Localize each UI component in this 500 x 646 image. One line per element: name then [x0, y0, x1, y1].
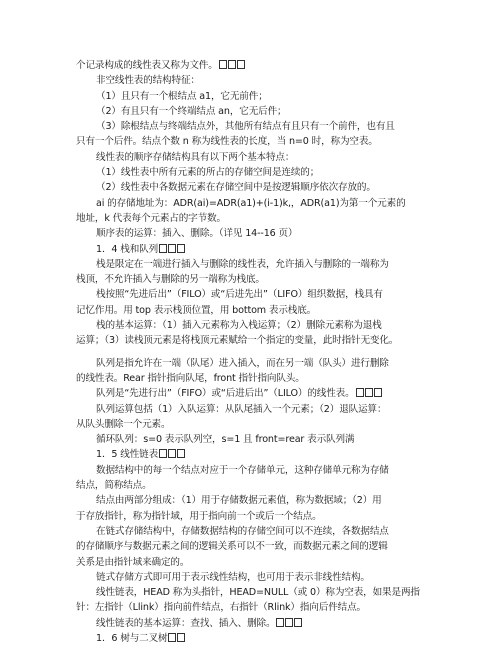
text-line-content: （3）除根结点与终端结点外，其他所有结点有且只有一个前件，也有且	[96, 121, 395, 133]
missing-glyph-box-icon	[168, 633, 176, 642]
text-line	[76, 524, 428, 539]
text-line	[76, 371, 428, 386]
text-line-content: 结点由两部分组成：（1）用于存储数据元素值，称为数据域；（2）用	[96, 495, 382, 507]
missing-glyph-box-icon	[356, 388, 364, 397]
text-line	[76, 509, 428, 524]
text-line-content: 个记录构成的线性表又称为文件。	[76, 60, 218, 71]
text-line-content: 在链式存储结构中，存储数据结构的存储空间可以不连续，各数据结点	[96, 525, 389, 537]
text-line	[76, 463, 428, 478]
text-line-content: 1．4 栈和队列	[96, 243, 159, 255]
text-line-content: 链式存储方式即可用于表示线性结构，也可用于表示非线性结构。	[96, 571, 370, 583]
missing-glyph-box-icon	[294, 618, 302, 627]
text-line-content: 数据结构中的每一个结点对应于一个存储单元，这种存储单元称为存储	[96, 464, 389, 476]
text-line-content: （1）线性表中所有元素的所占的存储空间是连续的；	[96, 167, 320, 179]
text-line-content: 的线性表。Rear 指针指向队尾，front 指针指向队头。	[76, 372, 305, 384]
text-line	[76, 417, 428, 432]
text-line-content: （2）线性表中各数据元素在存储空间中是按逻辑顺序依次存放的。	[96, 182, 376, 194]
text-line-content: 关系是由指针域来确定的。	[76, 556, 190, 568]
text-line	[76, 58, 428, 73]
text-line-content: 于存放指针，称为指针域，用于指向前一个或后一个结点。	[76, 510, 322, 522]
text-line	[76, 196, 428, 211]
paragraph-gap	[76, 349, 428, 356]
text-line-content: 队列是指允许在一端（队尾）进入插入，而在另一端（队头）进行删除	[96, 357, 389, 369]
missing-glyph-box-icon	[237, 60, 245, 69]
text-line	[76, 386, 428, 401]
text-line	[76, 402, 428, 417]
text-line	[76, 493, 428, 508]
text-line-content: 顺序表的运算：插入、删除。（详见 14--16 页）	[96, 228, 298, 240]
text-line	[76, 318, 428, 333]
text-line-content: 非空线性表的结构特征：	[96, 75, 200, 87]
text-line-content: 结点，简称结点。	[76, 480, 152, 492]
text-line-content: 记忆作用。用 top 表示栈顶位置，用 bottom 表示栈底。	[76, 304, 317, 316]
missing-glyph-box-icon	[168, 244, 176, 253]
text-line	[76, 447, 428, 462]
missing-glyph-box-icon	[276, 618, 284, 627]
text-line	[76, 585, 428, 600]
text-line	[76, 165, 428, 180]
missing-glyph-box-icon	[177, 449, 185, 458]
text-line	[76, 570, 428, 585]
missing-glyph-box-icon	[168, 449, 176, 458]
text-line	[76, 134, 428, 149]
text-line-content: 循环队列：s=0 表示队列空，s=1 且 front=rear 表示队列满	[96, 434, 355, 446]
text-line	[76, 356, 428, 371]
text-line-content: 线性链表，HEAD 称为头指针，HEAD=NULL（或 0）称为空表，如果是两指	[96, 587, 420, 599]
text-line	[76, 180, 428, 195]
text-line-content: 的存储顺序与数据元素之间的逻辑关系可以不一致，而数据元素之间的逻辑	[76, 541, 388, 553]
text-line-content: 针：左指针（Llink）指向前件结点，右指针（Rlink）指向后件结点。	[76, 602, 366, 614]
text-line-content: 运算；（3）读栈顶元素是将栈顶元素赋给一个指定的变量，此时指针无变化。	[76, 335, 399, 347]
missing-glyph-box-icon	[177, 633, 185, 642]
text-line	[76, 104, 428, 119]
text-line	[76, 272, 428, 287]
missing-glyph-box-icon	[219, 60, 227, 69]
text-line-content: 队列是“先进行出”（FIFO）或“后进后出”（LILO）的线性表。	[96, 388, 355, 400]
document-body	[76, 58, 428, 646]
text-line	[76, 478, 428, 493]
text-line-content: 栈是限定在一端进行插入与删除的线性表，允许插入与删除的一端称为	[96, 258, 389, 270]
text-line	[76, 287, 428, 302]
text-line-content: 栈的基本运算：（1）插入元素称为入栈运算；（2）删除元素称为退栈	[96, 320, 382, 332]
text-line-content: 队列运算包括（1）入队运算：从队尾插入一个元素；（2）退队运算：	[96, 403, 387, 415]
text-line-content: 地址，k 代表每个元素占的字节数。	[76, 212, 226, 224]
text-line	[76, 242, 428, 257]
text-line-content: 从队头删除一个元素。	[76, 418, 171, 430]
missing-glyph-box-icon	[365, 388, 373, 397]
text-line	[76, 555, 428, 570]
text-line-content: 线性链表的基本运算：查找、插入、删除。	[96, 617, 276, 629]
text-line-content: 线性表的顺序存储结构具有以下两个基本特点：	[96, 151, 295, 163]
text-line-content: ai 的存储地址为：ADR(ai)=ADR(a1)+(i-1)k,，ADR(a1)为第一个元素的	[96, 197, 406, 209]
text-line	[76, 257, 428, 272]
text-line-content: 栈按照“先进后出”（FILO）或“后进先出”（LIFO）组织数据，栈具有	[96, 289, 383, 301]
text-line	[76, 539, 428, 554]
text-line-content: 栈顶，不允许插入与删除的另一端称为栈底。	[76, 274, 265, 286]
text-line-content: （1）且只有一个根结点 a1，它无前件；	[96, 90, 268, 102]
text-line	[76, 333, 428, 348]
missing-glyph-box-icon	[159, 449, 167, 458]
text-line	[76, 150, 428, 165]
missing-glyph-box-icon	[228, 60, 236, 69]
text-line	[76, 211, 428, 226]
text-line	[76, 226, 428, 241]
missing-glyph-box-icon	[374, 388, 382, 397]
text-line	[76, 119, 428, 134]
text-line	[76, 631, 428, 646]
text-line-content: （2）有且只有一个终端结点 an，它无后件；	[96, 105, 287, 117]
missing-glyph-box-icon	[159, 244, 167, 253]
text-line	[76, 600, 428, 615]
text-line	[76, 432, 428, 447]
text-line	[76, 73, 428, 88]
text-line	[76, 616, 428, 631]
missing-glyph-box-icon	[285, 618, 293, 627]
text-line-content: 1．5 线性链表	[96, 449, 159, 461]
text-line	[76, 89, 428, 104]
text-line-content: 只有一个后件。结点个数 n 称为线性表的长度，当 n=0 时，称为空表。	[76, 136, 378, 148]
text-line-content: 1．6 树与二叉树	[96, 632, 168, 644]
missing-glyph-box-icon	[177, 244, 185, 253]
text-line	[76, 303, 428, 318]
